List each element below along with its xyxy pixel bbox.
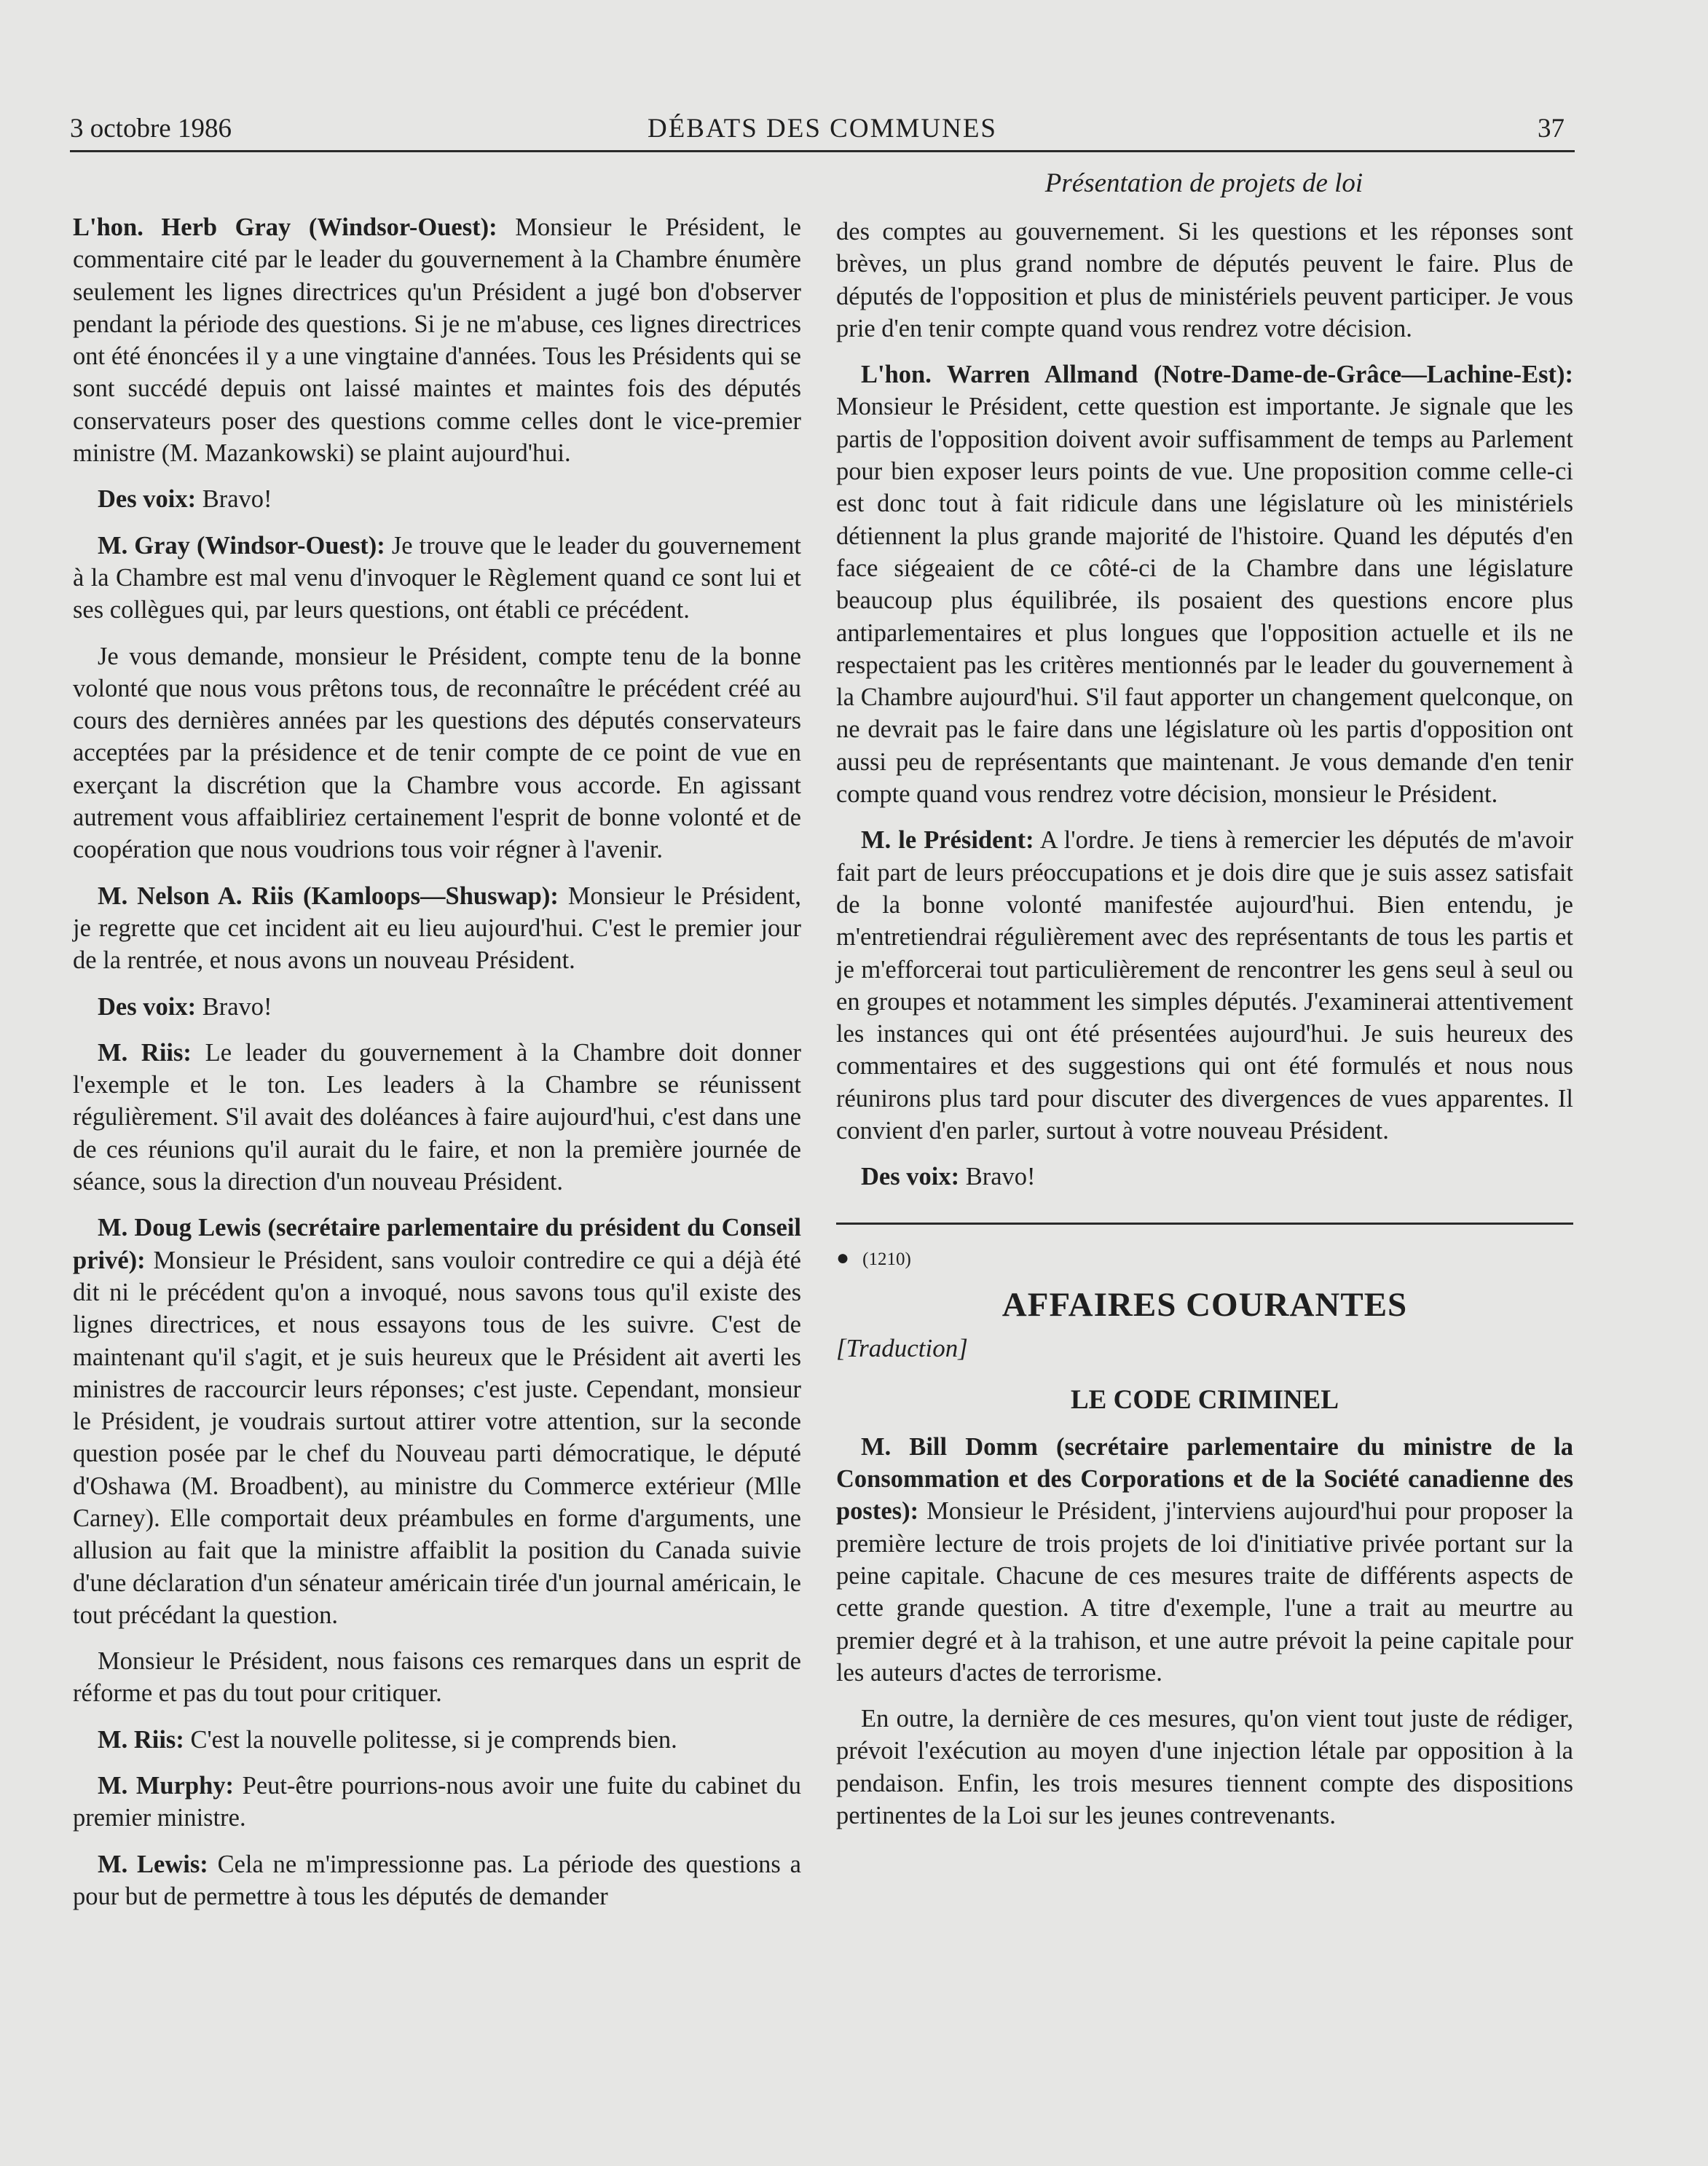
speaker: Des voix:: [861, 1163, 960, 1191]
speech-text: Monsieur le Président, cette question est importante. Je signale que les partis de l'opposition doivent avoir suffisamment de temps au Parlement pour bien exposer leurs points de vue. Une proposition comme celle-ci est donc tout à fait ridicule dans une législature où les ministériels détiennent la plus grande majorité de l'histoire. Quand les députés d'en face siégeaient de ce côté-ci de la Chambre dans une législature beaucoup plus équilibrée, ils posaient des questions encore plus antiparlementaires et plus longues que l'opposition actuelle et ils ne respectaient pas les critères mentionnés par le leader du gouvernement à la Chambre aujourd'hui. S'il faut apporter un changement quelconque, on ne devrait pas le faire dans une législature où les partis d'opposition ont aussi peu de représentants que maintenant. Je vous demande d'en tenir compte quand vous rendrez votre décision, monsieur le Président.: [836, 393, 1573, 809]
paragraph: [73, 1645, 801, 1710]
paragraph: [836, 216, 1573, 345]
timestamp-text: (1210): [862, 1249, 911, 1269]
left-column: [73, 211, 801, 1926]
paragraph: [73, 640, 801, 866]
speech-text: En outre, la dernière de ces mesures, qu'on vient tout juste de rédiger, prévoit l'exécution au moyen d'une injection létale par opposition à la pendaison. Enfin, les trois mesures tiennent compte des dispositions pertinentes de la Loi sur les jeunes contrevenants.: [836, 1705, 1573, 1830]
speaker: Des voix:: [98, 485, 197, 514]
speaker: M. Lewis:: [98, 1850, 208, 1878]
speech-text: Monsieur le Président, sans vouloir contredire ce qui a déjà été dit ni le précédent qu'on a invoqué, nous savons tous qu'il existe des lignes directrices, et nous essayons tous de les suivre. C'est de maintenant qu'il s'agit, et je suis heureux que le Président ait averti les ministres de raccourcir leurs réponses; c'est juste. Cependant, monsieur le Président, je voudrais surtout attirer votre attention, sur la seconde question posée par le chef du Nouveau parti démocratique, le député d'Oshawa (M. Broadbent), au ministre du Commerce extérieur (Mlle Carney). Elle comportait deux préambules en forme d'arguments, une allusion au fait que la ministre affaiblit la position du Canada suivie d'une déclaration d'un sénateur américain tirée d'un journal américain, le tout précédant la question.: [73, 1246, 801, 1629]
header-date: 3 octobre 1986: [70, 114, 232, 144]
paragraph: [73, 1724, 801, 1756]
paragraph: [73, 991, 801, 1023]
paragraph: [73, 1212, 801, 1631]
paragraph: [73, 1848, 801, 1913]
section-heading: AFFAIRES COURANTES: [1001, 1285, 1408, 1324]
speaker: M. le Président:: [861, 826, 1034, 855]
speech-text: Je trouve que le leader du gouvernement à la Chambre est mal venu d'invoquer le Règlement quand ce sont lui et ses collègues qui, par leurs questions, ont établi ce précédent.: [73, 531, 801, 624]
speech-text: Cela ne m'impressionne pas. La période des questions a pour but de permettre à tous les députés de demander: [73, 1850, 801, 1910]
speech-text: Bravo!: [196, 485, 272, 514]
speaker: M. Riis:: [98, 1038, 192, 1067]
speech-text: Le leader du gouvernement à la Chambre doit donner l'exemple et le ton. Les leaders à la Chambre se réunissent régulièrement. S'il avait des doléances à faire aujourd'hui, c'est dans une de ces réunions qu'il aurait du le faire, et non la première journée de séance, sous la direction d'un nouveau Président.: [73, 1038, 801, 1196]
speaker: L'hon. Herb Gray (Windsor-Ouest):: [73, 213, 497, 241]
speaker: Des voix:: [98, 992, 197, 1021]
speaker: M. Nelson A. Riis (Kamloops—Shuswap):: [98, 882, 559, 910]
page-header: [70, 109, 1575, 152]
speech-text: C'est la nouvelle politesse, si je comprends bien.: [184, 1725, 677, 1754]
translation-note: [Traduction]: [836, 1334, 968, 1363]
subsection-heading: LE CODE CRIMINEL: [1071, 1384, 1339, 1415]
speech-text: Monsieur le Président, je regrette que cet incident ait eu lieu aujourd'hui. C'est le premier jour de la rentrée, et nous avons un nouveau Président.: [73, 882, 801, 975]
paragraph: [73, 483, 801, 515]
speech-text: Peut-être pourrions-nous avoir une fuite du cabinet du premier ministre.: [73, 1772, 801, 1832]
speaker: M. Gray (Windsor-Ouest):: [98, 531, 385, 560]
section-note: Présentation de projets de loi: [1044, 168, 1363, 198]
right-column: [836, 216, 1573, 1845]
speaker: M. Riis:: [98, 1725, 184, 1754]
bullet-icon: ●: [836, 1245, 850, 1270]
section-divider: [836, 1223, 1573, 1225]
speech-text: Bravo!: [196, 992, 272, 1021]
paragraph: [836, 824, 1573, 1147]
paragraph: [836, 1431, 1573, 1689]
paragraph: [73, 211, 801, 469]
speaker: M. Murphy:: [98, 1772, 234, 1800]
paragraph: [73, 1770, 801, 1835]
header-title: DÉBATS DES COMMUNES: [647, 114, 997, 144]
speech-text: Monsieur le Président, j'interviens aujourd'hui pour proposer la première lecture de trois projets de loi d'initiative privée portant sur la peine capitale. Chacune de ces mesures traite de différents aspects de cette grande question. A titre d'exemple, l'une a trait au meurtre au premier degré et à la trahison, et une autre prévoit la peine capitale pour les auteurs d'actes de terrorisme.: [836, 1497, 1573, 1687]
timestamp: [836, 1242, 1573, 1276]
speech-text: Monsieur le Président, nous faisons ces remarques dans un esprit de réforme et pas du tout pour critiquer.: [73, 1647, 801, 1708]
speech-text: Je vous demande, monsieur le Président, compte tenu de la bonne volonté que nous vous prêtons tous, de reconnaître le précédent créé au cours des dernières années par les questions des députés conservateurs acceptées par la présidence et de tenir compte de ce point de vue en exerçant la discrétion que la Chambre vous accorde. En agissant autrement vous affaibliriez certainement l'esprit de bonne volonté et de coopération que nous voudrions tous voir régner à l'avenir.: [73, 642, 801, 864]
speech-text: Bravo!: [959, 1163, 1036, 1191]
paragraph: [836, 1703, 1573, 1832]
speech-text: A l'ordre. Je tiens à remercier les députés de m'avoir fait part de leurs préoccupations et je dois dire que je suis assez satisfait de la bonne volonté manifestée aujourd'hui. Bien entendu, je m'entretiendrai régulièrement avec des représentants de tous les partis et je m'efforcerai tout particulièrement de rencontrer les gens seul à seul ou en groupes et notamment les simples députés. J'examinerai attentivement les instances qui ont été présentées aujourd'hui. Je suis heureux des commentaires et des suggestions qui ont été formulés et nous nous réunirons plus tard pour discuter des divergences de vues apparentes. Il convient d'en parler, surtout à votre nouveau Président.: [836, 826, 1573, 1145]
speech-text: Monsieur le Président, le commentaire cité par le leader du gouvernement à la Chambre énumère seulement les lignes directrices qu'un Président a jugé bon d'observer pendant la période des questions. Si je ne m'abuse, ces lignes directrices ont été énoncées il y a une vingtaine d'années. Tous les Présidents qui se sont succédé depuis ont laissé maintes et maintes fois des députés conservateurs poser des questions comme celles dont le vice-premier ministre (M. Mazankowski) se plaint aujourd'hui.: [73, 213, 801, 468]
speaker: L'hon. Warren Allmand (Notre-Dame-de-Grâce—Lachine-Est):: [861, 361, 1573, 389]
speech-text: des comptes au gouvernement. Si les questions et les réponses sont brèves, un plus grand nombre de députés peuvent le faire. Plus de députés de l'opposition et plus de ministériels peuvent participer. Je vous prie d'en tenir compte quand vous rendrez votre décision.: [836, 218, 1573, 342]
paragraph: [836, 1161, 1573, 1193]
speaker: M. Doug Lewis (secrétaire parlementaire du président du Conseil privé):: [73, 1214, 801, 1274]
paragraph: [836, 358, 1573, 810]
paragraph: [73, 1037, 801, 1198]
speaker: M. Bill Domm (secrétaire parlementaire du ministre de la Consommation et des Corporations et de la Société canadienne des postes):: [836, 1432, 1573, 1526]
paragraph: [73, 880, 801, 977]
paragraph: [73, 530, 801, 627]
page-number: 37: [1538, 114, 1565, 144]
